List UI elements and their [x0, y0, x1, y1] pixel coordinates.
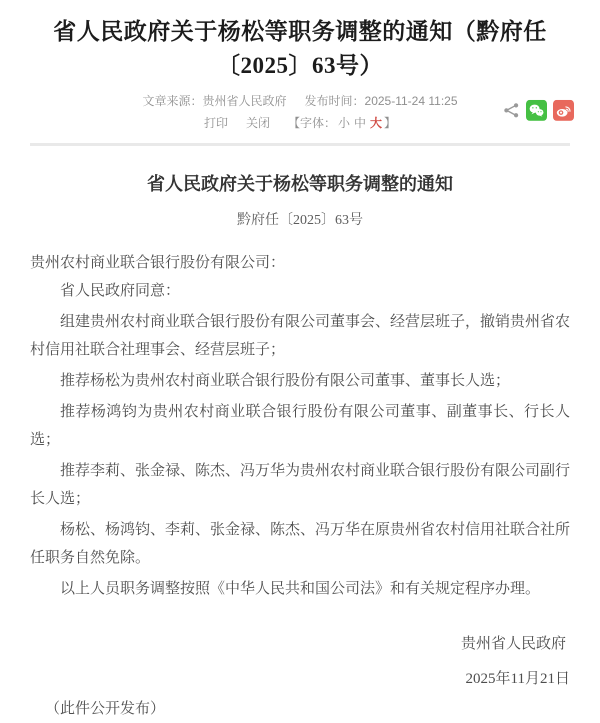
source-label: 文章来源： [142, 94, 203, 108]
paragraph: 以上人员职务调整按照《中华人民共和国公司法》和有关规定程序办理。 [60, 581, 541, 597]
publish-time-value: 2025-11-24 11:25 [364, 94, 458, 108]
paragraph: 推荐杨鸿钧为贵州农村商业联合银行股份有限公司董事、副董事长、行长人选； [30, 404, 570, 448]
paragraph: 杨松、杨鸿钧、李莉、张金禄、陈杰、冯万华在原贵州省农村信用社联合社所任职务自然免除。 [30, 522, 571, 566]
article-content [0, 172, 600, 723]
share-bar [503, 100, 574, 121]
wechat-icon[interactable] [526, 100, 547, 121]
font-size-large-button[interactable]: 大 [370, 116, 383, 130]
publish-time-label: 发布时间： [304, 94, 365, 108]
paragraph: 省人民政府同意： [60, 283, 181, 299]
signature: 贵州省人民政府 [460, 636, 566, 652]
addressee-line: 贵州农村商业联合银行股份有限公司： [30, 255, 286, 271]
doc-number: 黔府任〔2025〕63号 [237, 213, 363, 228]
font-size-prefix: 【字体： [287, 116, 336, 130]
font-size-control [288, 116, 396, 130]
font-size-suffix: 】 [384, 116, 397, 130]
paragraph: 组建贵州农村商业联合银行股份有限公司董事会、经营层班子，撤销贵州省农村信用社联合社理事会、经营层班子； [30, 314, 571, 358]
public-release-note: （此件公开发布） [45, 701, 166, 717]
content-divider [30, 143, 570, 146]
share-icon[interactable] [503, 102, 520, 119]
source-value: 贵州省人民政府 [202, 94, 287, 108]
font-size-medium-button[interactable]: 中 [354, 116, 367, 130]
font-size-small-button[interactable]: 小 [337, 116, 350, 130]
article-heading: 省人民政府关于杨松等职务调整的通知 [147, 174, 453, 194]
paragraph: 推荐李莉、张金禄、陈杰、冯万华为贵州农村商业联合银行股份有限公司副行长人选； [30, 463, 571, 507]
weibo-icon[interactable] [553, 100, 574, 121]
page-title: 省人民政府关于杨松等职务调整的通知（黔府任〔2025〕63号） [53, 19, 547, 78]
paragraph: 推荐杨松为贵州农村商业联合银行股份有限公司董事、董事长人选； [60, 373, 511, 389]
signature-date: 2025年11月21日 [465, 671, 570, 687]
meta-bar [0, 93, 600, 131]
close-button[interactable]: 关闭 [245, 116, 270, 130]
print-button[interactable]: 打印 [203, 116, 228, 130]
